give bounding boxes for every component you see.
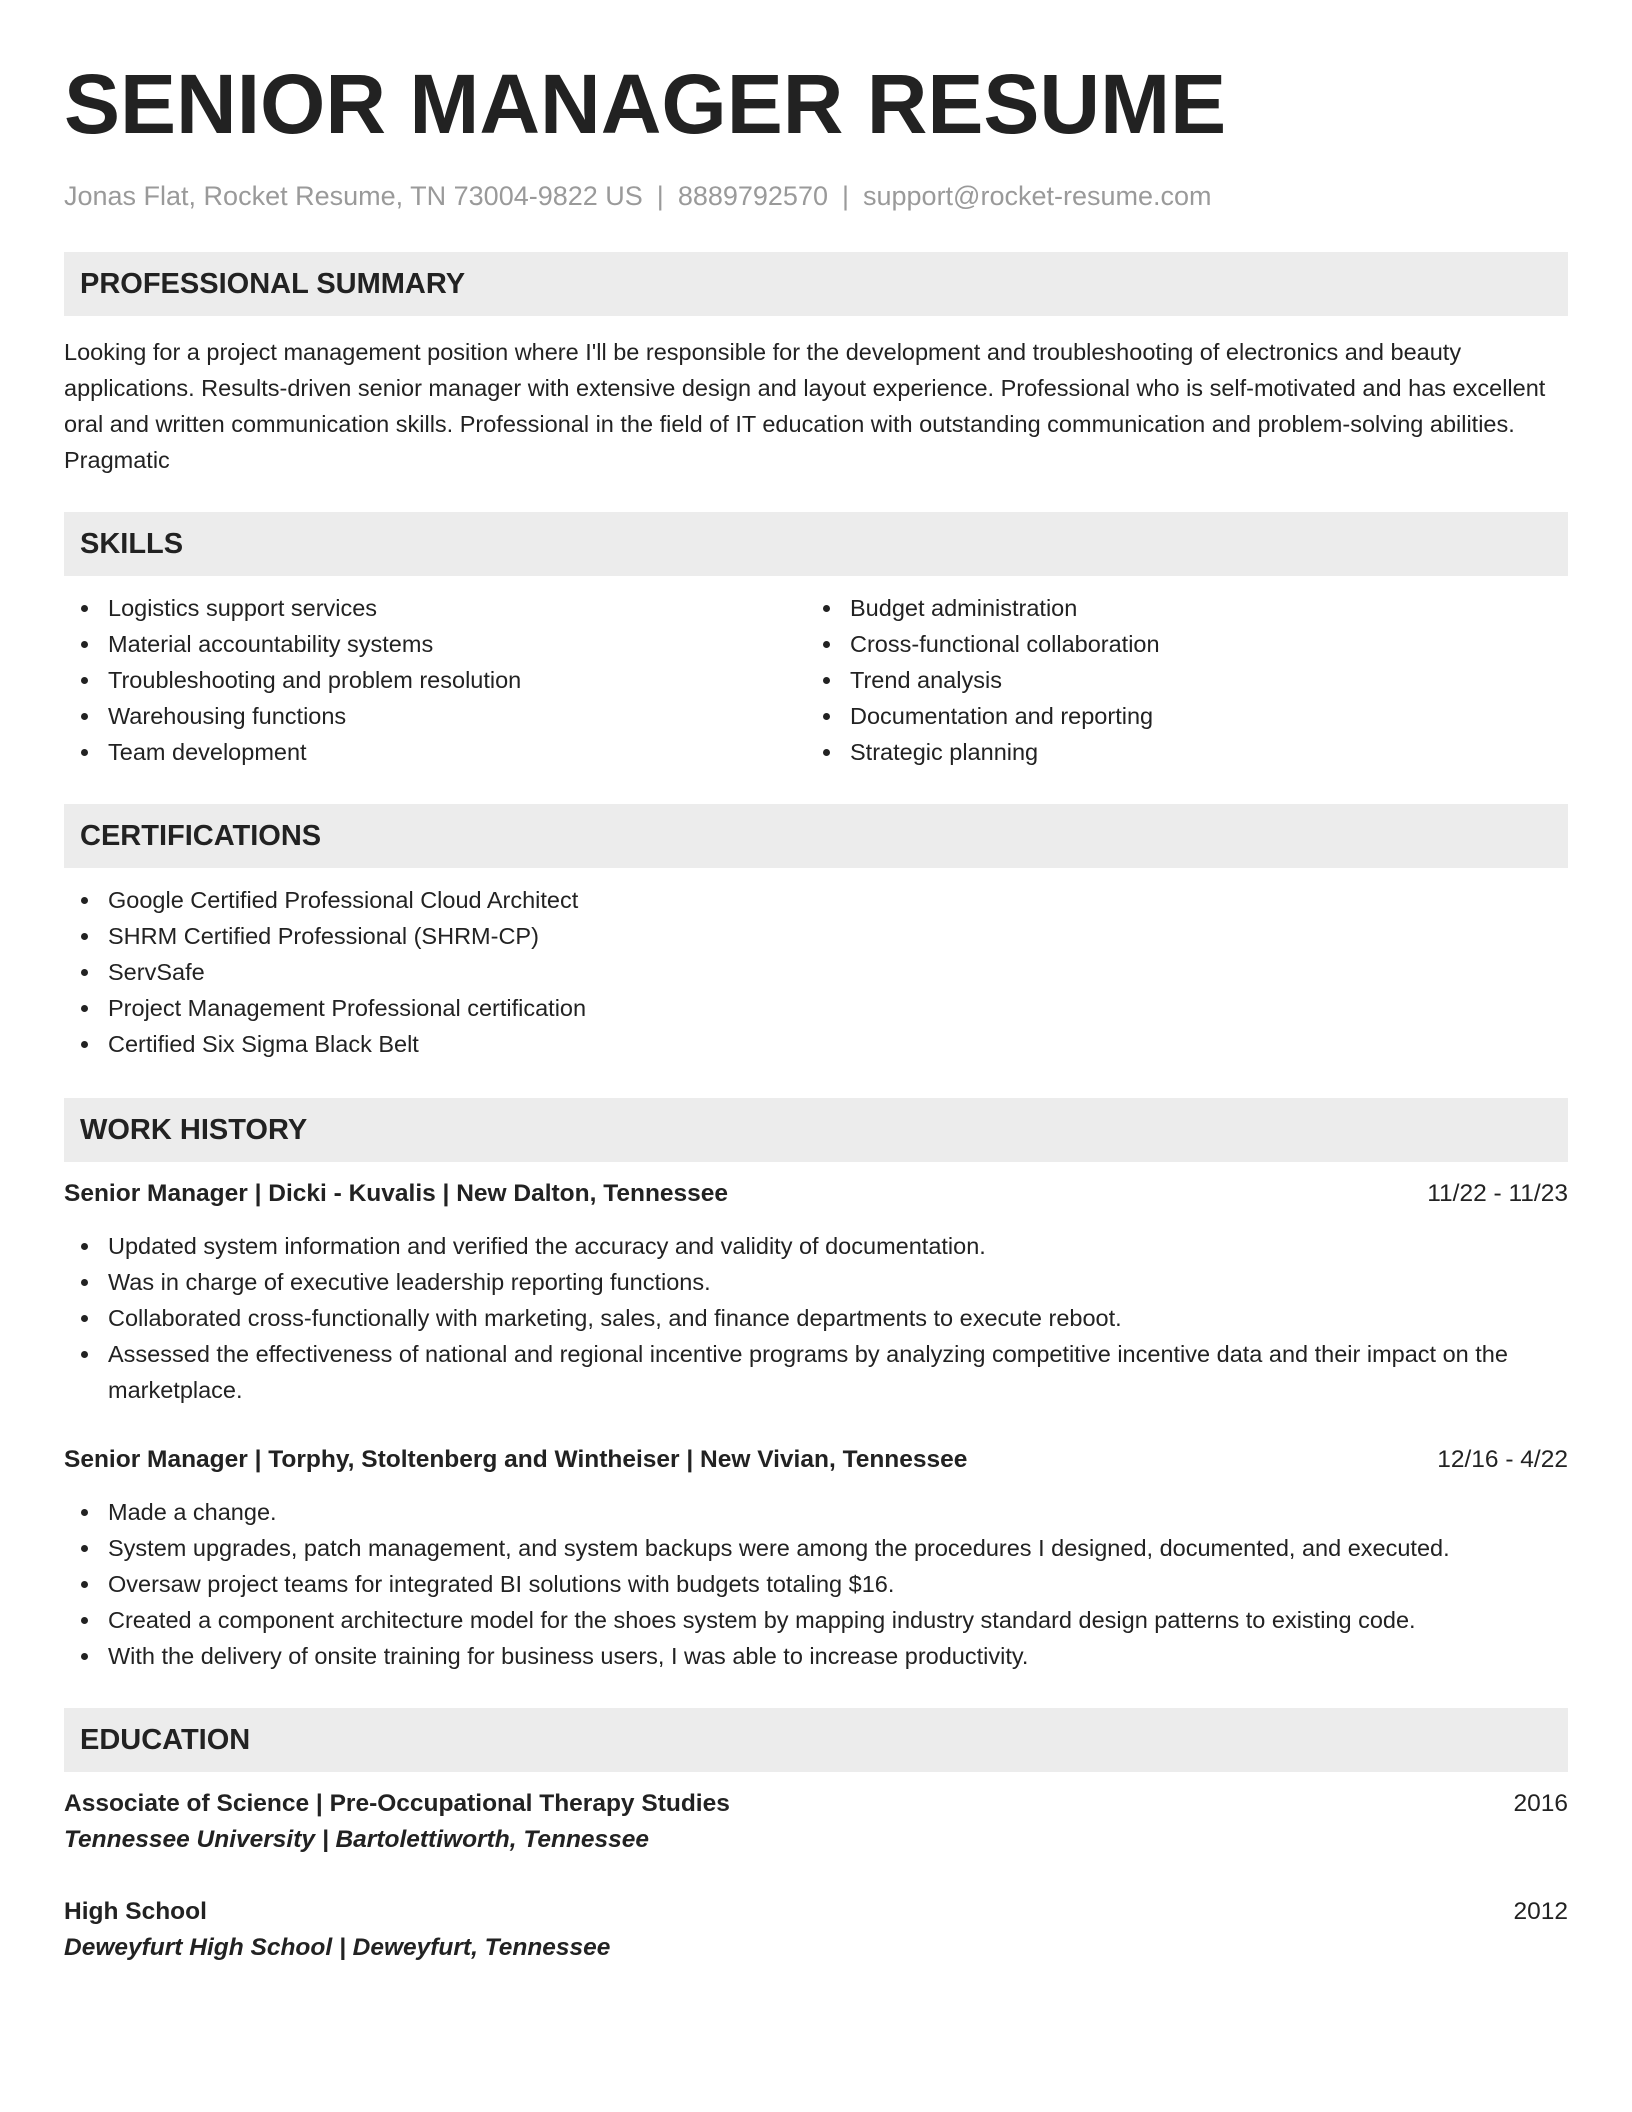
certification-item: SHRM Certified Professional (SHRM-CP) <box>64 918 1568 954</box>
skill-item: Trend analysis <box>806 662 1548 698</box>
job-bullet: Updated system information and verified the accuracy and validity of documentation. <box>64 1228 1568 1264</box>
job-bullet: Assessed the effectiveness of national and regional incentive programs by analyzing competitive incentive data and their impact on the marketplace. <box>64 1336 1568 1408</box>
summary-section <box>64 252 1568 478</box>
job-title: Senior Manager | Dicki - Kuvalis | New Dalton, Tennessee <box>64 1180 729 1207</box>
job-bullet: Created a component architecture model for the shoes system by mapping industry standard design patterns to existing code. <box>64 1602 1568 1638</box>
certifications-list <box>64 882 1568 1062</box>
job-dates: 11/22 - 11/23 <box>1427 1180 1568 1207</box>
certification-item: ServSafe <box>64 954 1568 990</box>
education-year: 2012 <box>1513 1898 1568 1925</box>
skill-item: Documentation and reporting <box>806 698 1548 734</box>
certification-item: Project Management Professional certification <box>64 990 1568 1026</box>
education-section <box>64 1708 1568 1966</box>
skill-item: Troubleshooting and problem resolution <box>64 662 806 698</box>
skill-item: Warehousing functions <box>64 698 806 734</box>
summary-heading: PROFESSIONAL SUMMARY <box>64 252 1568 316</box>
education-school: Deweyfurt High School | Deweyfurt, Tennessee <box>64 1934 611 1961</box>
job-bullets <box>64 1228 1568 1408</box>
skills-column-right <box>806 590 1548 770</box>
job-bullet: Collaborated cross-functionally with marketing, sales, and finance departments to execute reboot. <box>64 1300 1568 1336</box>
job-entry <box>64 1442 1568 1674</box>
job-bullet: Made a change. <box>64 1494 1568 1530</box>
certifications-heading: CERTIFICATIONS <box>64 804 1568 868</box>
skill-item: Strategic planning <box>806 734 1548 770</box>
certification-item: Google Certified Professional Cloud Architect <box>64 882 1568 918</box>
contact-line <box>64 178 1568 214</box>
job-bullet: With the delivery of onsite training for business users, I was able to increase productivity. <box>64 1638 1568 1674</box>
contact-address: Jonas Flat, Rocket Resume, TN 73004-9822 US <box>64 181 643 211</box>
job-header <box>64 1176 1568 1212</box>
contact-separator: | <box>656 181 664 211</box>
skill-item: Material accountability systems <box>64 626 806 662</box>
work-history-section <box>64 1098 1568 1674</box>
job-bullet: Oversaw project teams for integrated BI solutions with budgets totaling $16. <box>64 1566 1568 1602</box>
job-entry <box>64 1176 1568 1408</box>
education-degree: High School <box>64 1898 207 1925</box>
job-bullet: System upgrades, patch management, and system backups were among the procedures I designed, documented, and executed. <box>64 1530 1568 1566</box>
contact-separator: | <box>841 181 849 211</box>
job-header <box>64 1442 1568 1478</box>
job-bullet: Was in charge of executive leadership reporting functions. <box>64 1264 1568 1300</box>
certification-item: Certified Six Sigma Black Belt <box>64 1026 1568 1062</box>
skill-item: Team development <box>64 734 806 770</box>
skill-item: Logistics support services <box>64 590 806 626</box>
skill-item: Cross-functional collaboration <box>806 626 1548 662</box>
education-heading: EDUCATION <box>64 1708 1568 1772</box>
skills-column-left <box>64 590 806 770</box>
job-bullets <box>64 1494 1568 1674</box>
skills-section <box>64 512 1568 770</box>
education-entry <box>64 1894 1568 1966</box>
education-school: Tennessee University | Bartolettiworth, Tennessee <box>64 1826 650 1853</box>
education-year: 2016 <box>1513 1790 1568 1817</box>
resume-title: SENIOR MANAGER RESUME <box>64 57 1227 151</box>
contact-phone: 8889792570 <box>677 181 828 211</box>
skills-heading: SKILLS <box>64 512 1568 576</box>
education-header <box>64 1786 1568 1822</box>
certifications-section <box>64 804 1568 1062</box>
work-history-heading: WORK HISTORY <box>64 1098 1568 1162</box>
education-degree: Associate of Science | Pre-Occupational Therapy Studies <box>64 1790 730 1817</box>
job-dates: 12/16 - 4/22 <box>1437 1446 1568 1473</box>
job-title: Senior Manager | Torphy, Stoltenberg and Wintheiser | New Vivian, Tennessee <box>64 1446 968 1473</box>
contact-email: support@rocket-resume.com <box>863 181 1212 211</box>
education-entry <box>64 1786 1568 1858</box>
skill-item: Budget administration <box>806 590 1548 626</box>
education-header <box>64 1894 1568 1930</box>
summary-text: Looking for a project management position where I'll be responsible for the development and troubleshooting of electronics and beauty applications. Results-driven senior manager with extensive design and layout experience. Professional who is self-motivated and has excellent oral and written communication skills. Professional in the field of IT education with outstanding communication and problem-solving abilities. Pragmatic <box>64 339 1546 473</box>
skills-grid <box>64 590 1568 770</box>
